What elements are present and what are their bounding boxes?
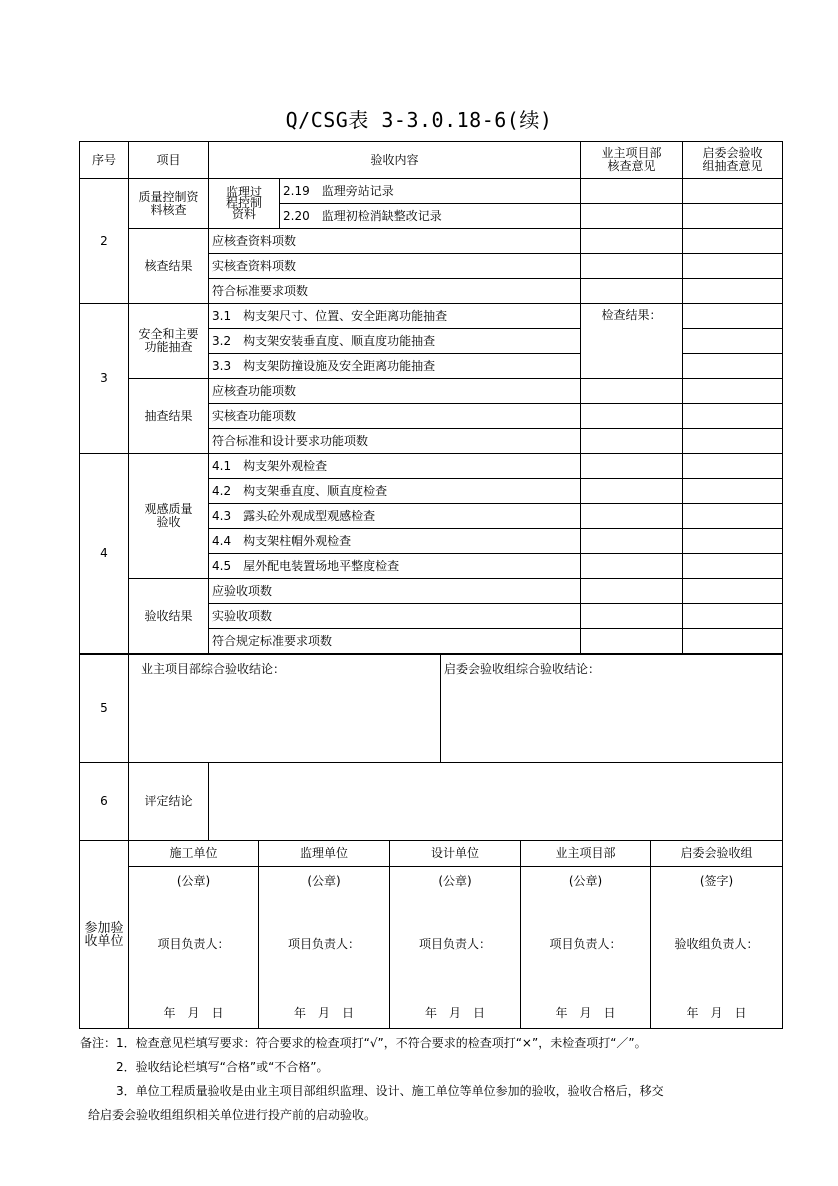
- person-label: 验收组负责人：: [674, 937, 759, 951]
- check-result-cell[interactable]: 检查结果：: [581, 304, 683, 379]
- seal-label: (公章): [176, 874, 211, 888]
- seal-label: (公章): [568, 874, 603, 888]
- header-content: 验收内容: [209, 142, 581, 179]
- content-row: 4.1 构支架外观检查: [209, 454, 581, 479]
- unit-name: 业主项目部: [521, 841, 651, 867]
- owner-opinion-cell[interactable]: [581, 554, 683, 579]
- person-label: 项目负责人：: [157, 937, 230, 951]
- date-label: 年 月 日: [293, 1006, 354, 1020]
- remarks: [80, 1031, 664, 1127]
- unit-sign-cell[interactable]: [651, 867, 783, 1029]
- remark-line: 备注：1．检查意见栏填写要求：符合要求的检查项打“√”，不符合要求的检查项打“×”，未检查项打“／”。: [80, 1036, 647, 1050]
- owner-opinion-cell[interactable]: [581, 404, 683, 429]
- owner-opinion-cell[interactable]: [581, 429, 683, 454]
- committee-opinion-cell[interactable]: [683, 354, 783, 379]
- unit-name: 启委会验收组: [651, 841, 783, 867]
- seal-label: (签字): [699, 874, 734, 888]
- committee-opinion-cell[interactable]: [683, 204, 783, 229]
- seq-6: 6: [80, 763, 129, 841]
- sub-item: 监理过程控制资料: [209, 179, 280, 229]
- owner-opinion-cell[interactable]: [581, 629, 683, 654]
- date-label: 年 月 日: [555, 1006, 616, 1020]
- owner-opinion-cell[interactable]: [581, 279, 683, 304]
- person-label: 项目负责人：: [418, 937, 491, 951]
- seq-4: 4: [80, 454, 129, 654]
- header-owner: 业主项目部核查意见: [581, 142, 683, 179]
- unit-name: 施工单位: [129, 841, 259, 867]
- seq-2: 2: [80, 179, 129, 304]
- participants-table: [79, 840, 783, 1029]
- result-row: 应核查资料项数: [209, 229, 581, 254]
- owner-opinion-cell[interactable]: [581, 504, 683, 529]
- owner-opinion-cell[interactable]: [581, 254, 683, 279]
- header-seq: 序号: [80, 142, 129, 179]
- content-row: 4.4 构支架柱帽外观检查: [209, 529, 581, 554]
- committee-opinion-cell[interactable]: [683, 579, 783, 604]
- committee-opinion-cell[interactable]: [683, 279, 783, 304]
- owner-opinion-cell[interactable]: [581, 229, 683, 254]
- remark-line: 3．单位工程质量验收是由业主项目部组织监理、设计、施工单位等单位参加的验收，验收合格后，移交: [116, 1084, 664, 1098]
- seq-5: 5: [80, 655, 129, 763]
- result-row: 实验收项数: [209, 604, 581, 629]
- content-row: 2.20 监理初检消缺整改记录: [280, 204, 581, 229]
- owner-opinion-cell[interactable]: [581, 529, 683, 554]
- date-label: 年 月 日: [686, 1006, 747, 1020]
- item-2: 质量控制资料核查: [129, 179, 209, 229]
- result-label: 验收结果: [129, 579, 209, 654]
- evaluation-conclusion[interactable]: [209, 763, 783, 841]
- committee-opinion-cell[interactable]: [683, 629, 783, 654]
- committee-opinion-cell[interactable]: [683, 404, 783, 429]
- date-label: 年 月 日: [424, 1006, 485, 1020]
- owner-opinion-cell[interactable]: [581, 179, 683, 204]
- content-row: 3.2 构支架安装垂直度、顺直度功能抽查: [209, 329, 581, 354]
- committee-opinion-cell[interactable]: [683, 304, 783, 329]
- result-label: 抽查结果: [129, 379, 209, 454]
- item-3: 安全和主要功能抽查: [129, 304, 209, 379]
- owner-opinion-cell[interactable]: [581, 379, 683, 404]
- conclusion-table: [79, 654, 783, 763]
- committee-opinion-cell[interactable]: [683, 179, 783, 204]
- committee-opinion-cell[interactable]: [683, 429, 783, 454]
- participants-label: 参加验收单位: [80, 841, 129, 1029]
- content-row: 4.5 屋外配电装置场地平整度检查: [209, 554, 581, 579]
- committee-opinion-cell[interactable]: [683, 229, 783, 254]
- unit-sign-cell[interactable]: [259, 867, 390, 1029]
- header-item: 项目: [129, 142, 209, 179]
- remark-line: 给启委会验收组组织相关单位进行投产前的启动验收。: [88, 1108, 377, 1122]
- unit-name: 设计单位: [390, 841, 521, 867]
- person-label: 项目负责人：: [287, 937, 360, 951]
- result-row: 实核查功能项数: [209, 404, 581, 429]
- committee-opinion-cell[interactable]: [683, 254, 783, 279]
- inspection-table: [79, 141, 783, 654]
- owner-opinion-cell[interactable]: [581, 454, 683, 479]
- seal-label: (公章): [307, 874, 341, 888]
- result-row: 符合规定标准要求项数: [209, 629, 581, 654]
- seal-label: (公章): [438, 874, 472, 888]
- header-committee: 启委会验收组抽查意见: [683, 142, 783, 179]
- committee-opinion-cell[interactable]: [683, 479, 783, 504]
- result-row: 实核查资料项数: [209, 254, 581, 279]
- content-row: 2.19 监理旁站记录: [280, 179, 581, 204]
- content-row: 3.3 构支架防撞设施及安全距离功能抽查: [209, 354, 581, 379]
- content-row: 4.3 露头砼外观成型观感检查: [209, 504, 581, 529]
- unit-sign-cell[interactable]: [129, 867, 259, 1029]
- evaluation-label: 评定结论: [129, 763, 209, 841]
- unit-sign-cell[interactable]: [390, 867, 521, 1029]
- committee-opinion-cell[interactable]: [683, 604, 783, 629]
- owner-opinion-cell[interactable]: [581, 604, 683, 629]
- result-row: 应验收项数: [209, 579, 581, 604]
- owner-opinion-cell[interactable]: [581, 579, 683, 604]
- result-row: 符合标准要求项数: [209, 279, 581, 304]
- committee-opinion-cell[interactable]: [683, 379, 783, 404]
- result-row: 符合标准和设计要求功能项数: [209, 429, 581, 454]
- evaluation-table: [79, 762, 783, 841]
- committee-opinion-cell[interactable]: [683, 504, 783, 529]
- unit-sign-cell[interactable]: [521, 867, 651, 1029]
- owner-conclusion[interactable]: 业主项目部综合验收结论：: [129, 655, 441, 763]
- date-label: 年 月 日: [163, 1006, 224, 1020]
- content-row: 3.1 构支架尺寸、位置、安全距离功能抽查: [209, 304, 581, 329]
- result-label: 核查结果: [129, 229, 209, 304]
- person-label: 项目负责人：: [549, 937, 622, 951]
- committee-opinion-cell[interactable]: [683, 329, 783, 354]
- committee-opinion-cell[interactable]: [683, 554, 783, 579]
- owner-opinion-cell[interactable]: [581, 479, 683, 504]
- committee-opinion-cell[interactable]: [683, 529, 783, 554]
- committee-opinion-cell[interactable]: [683, 454, 783, 479]
- seq-3: 3: [80, 304, 129, 454]
- committee-conclusion[interactable]: 启委会验收组综合验收结论：: [441, 655, 783, 763]
- unit-name: 监理单位: [259, 841, 390, 867]
- owner-opinion-cell[interactable]: [581, 204, 683, 229]
- item-4: 观感质量验收: [129, 454, 209, 579]
- result-row: 应核查功能项数: [209, 379, 581, 404]
- content-row: 4.2 构支架垂直度、顺直度检查: [209, 479, 581, 504]
- form-title: Q/CSG表 3-3.0.18-6(续): [285, 108, 553, 132]
- remark-line: 2．验收结论栏填写“合格”或“不合格”。: [116, 1060, 329, 1074]
